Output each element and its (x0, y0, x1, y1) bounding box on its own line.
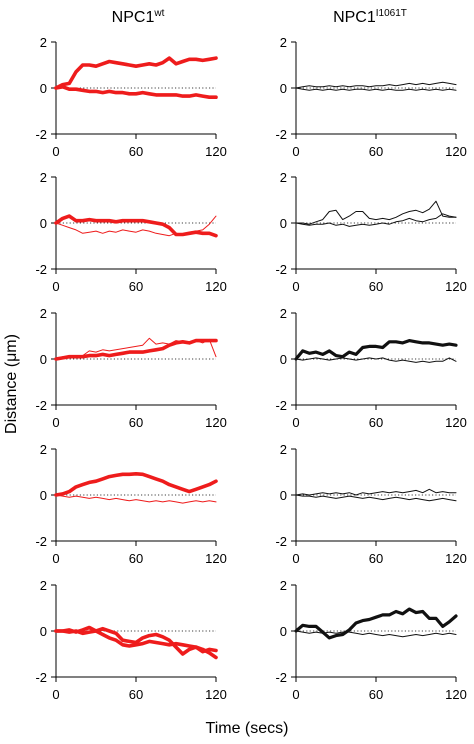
x-tick-label: 60 (368, 687, 384, 702)
y-tick-label: 0 (39, 352, 47, 367)
y-tick-label: -2 (35, 534, 47, 549)
x-tick-label: 0 (52, 144, 60, 159)
x-tick-label: 120 (205, 687, 227, 702)
x-tick-label: 60 (368, 279, 384, 294)
x-tick-label: 120 (205, 415, 227, 430)
y-tick-label: -2 (275, 262, 287, 277)
y-tick-label: 2 (279, 306, 287, 321)
y-tick-label: 2 (39, 578, 47, 593)
column-title-mutant-sup: I1061T (375, 8, 407, 19)
x-tick-label: 120 (445, 415, 467, 430)
series-line-1 (296, 341, 456, 359)
x-tick-label: 60 (128, 279, 144, 294)
column-title-wt-sup: wt (154, 8, 165, 19)
y-tick-label: 2 (279, 170, 287, 185)
x-tick-label: 120 (205, 279, 227, 294)
y-tick-label: 0 (279, 624, 287, 639)
y-axis-title: Distance (μm) (3, 334, 20, 434)
x-tick-label: 60 (128, 551, 144, 566)
x-tick-label: 0 (52, 415, 60, 430)
y-tick-label: -2 (275, 127, 287, 142)
panel-4-wt (35, 442, 226, 566)
series-line-1 (56, 58, 216, 88)
panel-grid (35, 35, 466, 702)
x-tick-label: 60 (368, 415, 384, 430)
y-tick-label: -2 (275, 534, 287, 549)
series-line-1 (56, 474, 216, 495)
series-line-1 (296, 201, 456, 224)
x-tick-label: 60 (128, 415, 144, 430)
y-tick-label: 2 (279, 578, 287, 593)
x-tick-label: 60 (368, 144, 384, 159)
y-tick-label: 2 (279, 442, 287, 457)
y-tick-label: 2 (279, 35, 287, 50)
x-tick-label: 60 (128, 687, 144, 702)
series-line-1 (56, 216, 216, 236)
series-line-2 (296, 495, 456, 501)
column-title-mutant-base: NPC1 (333, 9, 376, 26)
x-tick-label: 0 (292, 279, 300, 294)
x-tick-label: 120 (445, 279, 467, 294)
series-line-2 (296, 358, 456, 363)
y-tick-label: -2 (275, 670, 287, 685)
x-tick-label: 120 (205, 551, 227, 566)
panel-5-mutant (275, 578, 466, 702)
series-line-1 (296, 82, 456, 88)
x-tick-label: 0 (52, 687, 60, 702)
y-tick-label: 0 (279, 488, 287, 503)
panel-3-mutant (275, 306, 466, 430)
y-tick-label: 2 (39, 170, 47, 185)
x-tick-label: 120 (445, 687, 467, 702)
x-tick-label: 60 (368, 551, 384, 566)
y-tick-label: 2 (39, 306, 47, 321)
x-axis-title: Time (secs) (205, 720, 289, 737)
x-tick-label: 0 (292, 144, 300, 159)
panel-1-wt (35, 35, 226, 159)
y-tick-label: -2 (275, 398, 287, 413)
x-tick-label: 0 (292, 687, 300, 702)
column-title-wt-base: NPC1 (111, 9, 155, 26)
series-line-1 (296, 489, 456, 495)
y-tick-label: -2 (35, 127, 47, 142)
series-line-2 (56, 495, 216, 503)
y-tick-label: 0 (39, 624, 47, 639)
y-tick-label: 0 (279, 216, 287, 231)
column-title-wt (112, 8, 165, 26)
series-line-2 (56, 631, 216, 658)
x-tick-label: 0 (292, 551, 300, 566)
y-tick-label: 2 (39, 35, 47, 50)
x-tick-label: 120 (205, 144, 227, 159)
x-tick-label: 120 (445, 144, 467, 159)
y-tick-label: 2 (39, 442, 47, 457)
panel-4-mutant (275, 442, 466, 566)
y-tick-label: 0 (39, 216, 47, 231)
y-tick-label: -2 (35, 398, 47, 413)
y-tick-label: 0 (279, 81, 287, 96)
y-tick-label: 0 (279, 352, 287, 367)
y-tick-label: 0 (39, 81, 47, 96)
panel-2-mutant (275, 170, 466, 294)
column-title-mutant (333, 8, 407, 26)
x-tick-label: 0 (52, 551, 60, 566)
panel-5-wt (35, 578, 226, 702)
panel-3-wt (35, 306, 226, 430)
y-tick-label: 0 (39, 488, 47, 503)
y-tick-label: -2 (35, 262, 47, 277)
x-tick-label: 60 (128, 144, 144, 159)
panel-1-mutant (275, 35, 466, 159)
x-tick-label: 120 (445, 551, 467, 566)
x-tick-label: 0 (292, 415, 300, 430)
y-tick-label: -2 (35, 670, 47, 685)
x-tick-label: 0 (52, 279, 60, 294)
panel-2-wt (35, 170, 226, 294)
